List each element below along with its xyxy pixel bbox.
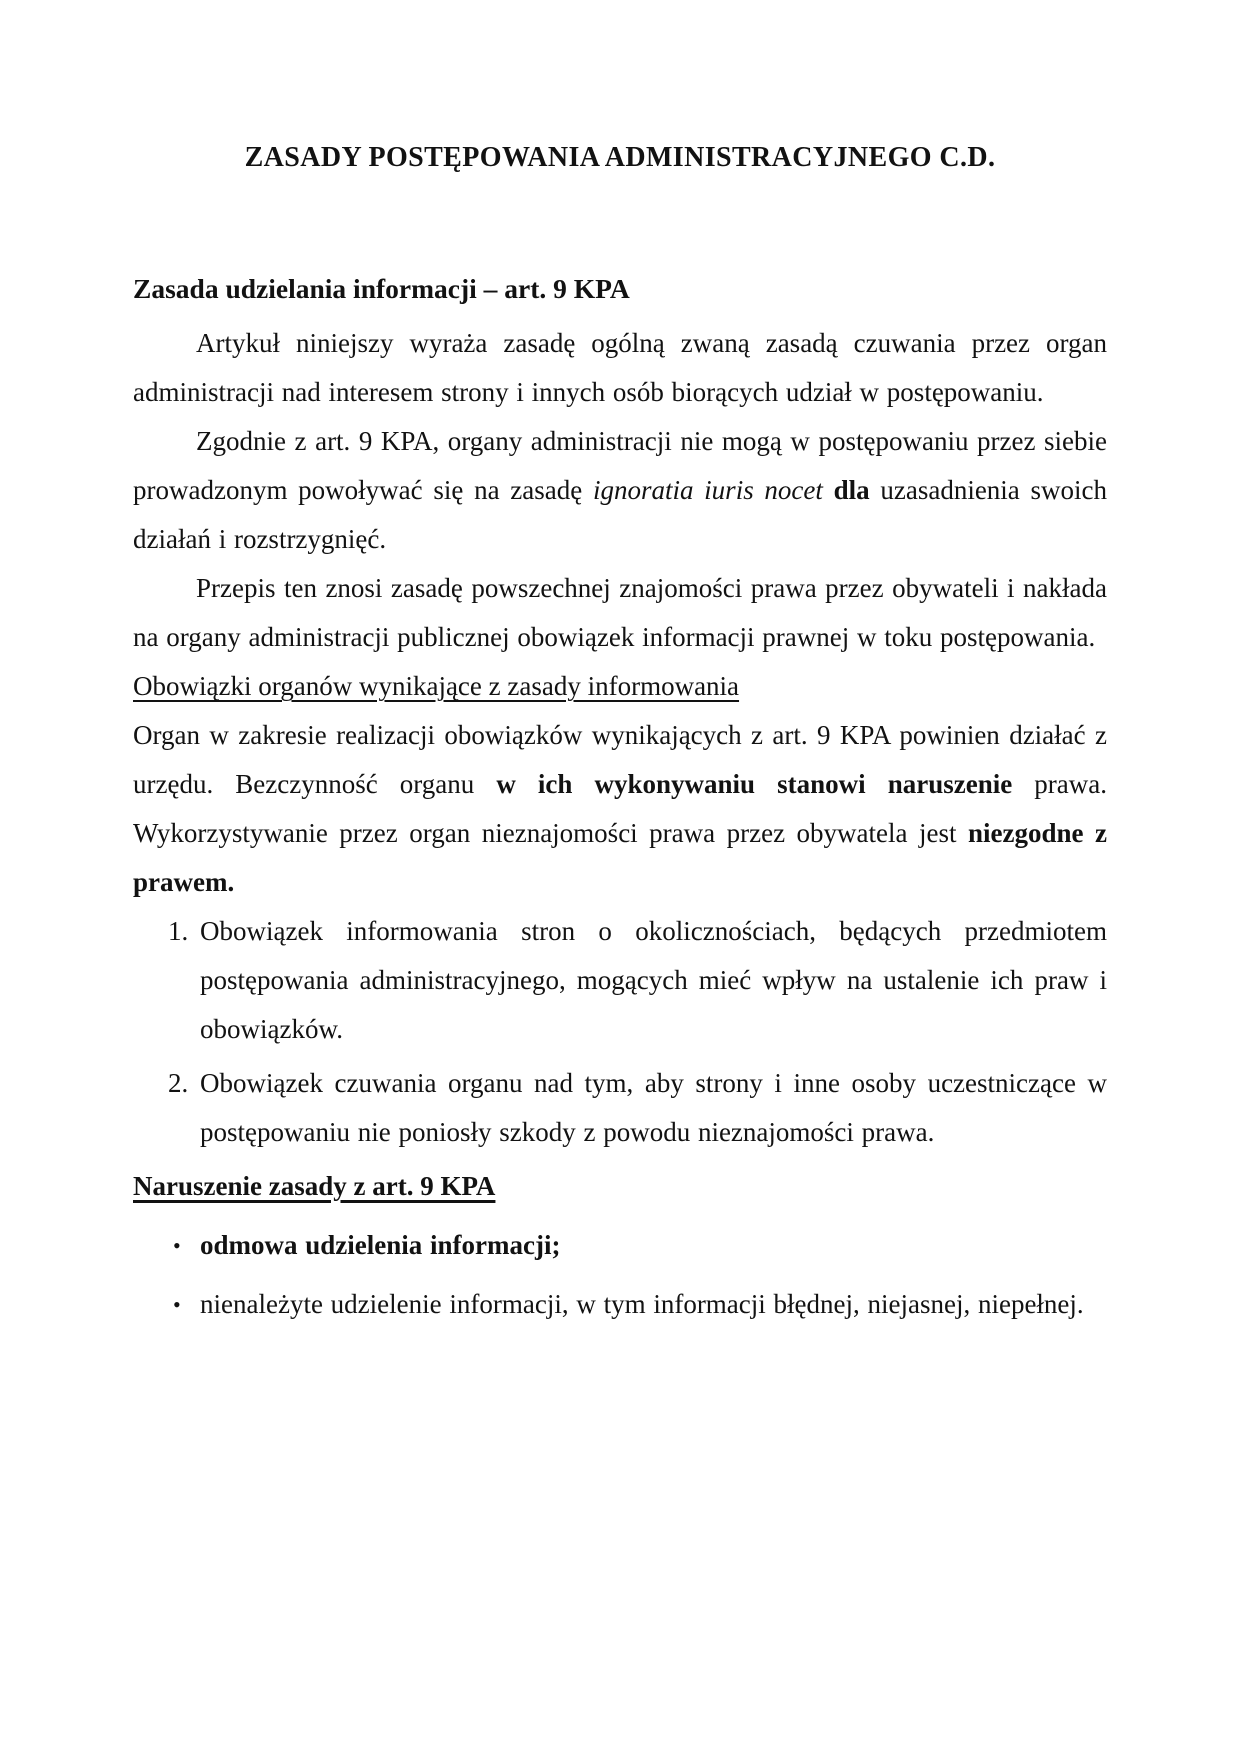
bold-emphasis: dla	[822, 475, 870, 505]
list-item-number: 1.	[168, 916, 189, 946]
list-item-text: Obowiązek informowania stron o okolicznościach, będących przedmiotem postępowania administracyjnego, mogących mieć wpływ na ustalenie ich praw i obowiązków.	[200, 916, 1107, 1044]
list-item-text: nienależyte udzielenie informacji, w tym informacji błędnej, niejasnej, niepełnej.	[200, 1289, 1084, 1319]
text-run: Zgodnie z art. 9 KPA, organy administracji nie mogą w postępowaniu przez siebie prowadzonym powoływać się na zasadę	[133, 426, 1107, 505]
document-title: ZASADY POSTĘPOWANIA ADMINISTRACYJNEGO C.D.	[244, 142, 996, 173]
list-item	[133, 1059, 1107, 1157]
heading-zasada-udzielania-informacji: Zasada udzielania informacji – art. 9 KPA	[133, 273, 630, 304]
paragraph-artykul-niniejszy: Artykuł niniejszy wyraża zasadę ogólną zwaną zasadą czuwania przez organ administracji nad interesem strony i innych osób biorących udział w postępowaniu.	[133, 328, 1107, 407]
bullet-icon: •	[173, 1292, 181, 1317]
list-item-number: 2.	[168, 1068, 189, 1098]
list-item	[133, 1280, 1107, 1329]
paragraph-zgodnie-z-art9	[133, 417, 1107, 564]
text-run: uzasadnienia swoich działań i rozstrzygnięć.	[133, 475, 1107, 554]
subheading-naruszenie-zasady: Naruszenie zasady z art. 9 KPA	[133, 1171, 496, 1201]
bullet-icon: •	[173, 1233, 181, 1258]
paragraph-organ-w-zakresie	[133, 711, 1107, 907]
bullet-list	[133, 1221, 1107, 1329]
subheading-obowiazki-organow: Obowiązki organów wynikające z zasady informowania	[133, 671, 740, 701]
latin-phrase-italic: ignoratia iuris nocet	[592, 475, 823, 505]
list-item-text: Obowiązek czuwania organu nad tym, aby strony i inne osoby uczestniczące w postępowaniu nie poniosły szkody z powodu nieznajomości prawa.	[200, 1068, 1107, 1147]
bold-emphasis: niezgodne z prawem.	[133, 818, 1107, 897]
bold-emphasis: w ich wykonywaniu stanowi naruszenie	[496, 769, 1013, 799]
text-run: prawa. Wykorzystywanie przez organ nieznajomości prawa przez obywatela jest	[133, 769, 1107, 848]
list-item	[133, 907, 1107, 1054]
list-item-text: odmowa udzielenia informacji;	[200, 1230, 561, 1260]
paragraph-przepis-ten: Przepis ten znosi zasadę powszechnej znajomości prawa przez obywateli i nakłada na organy administracji publicznej obowiązek informacji prawnej w toku postępowania.	[133, 573, 1107, 652]
list-item	[133, 1221, 1107, 1270]
text-run: Organ w zakresie realizacji obowiązków wynikających z art. 9 KPA powinien działać z urzędu. Bezczynność organu	[133, 720, 1107, 799]
numbered-list	[133, 907, 1107, 1157]
